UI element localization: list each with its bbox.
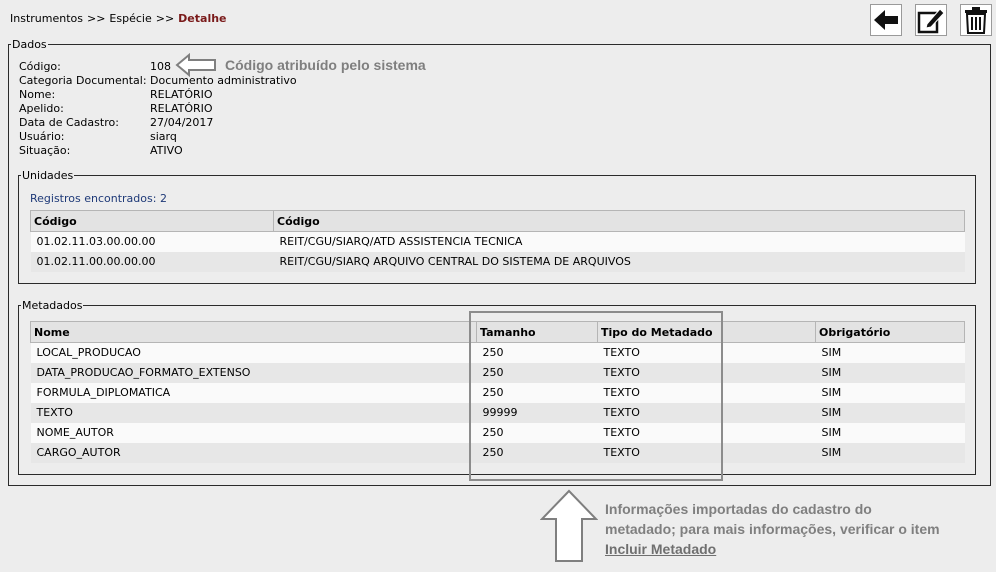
column-header[interactable]: Código — [31, 211, 274, 232]
table-cell: 250 — [477, 423, 598, 443]
info-label: Usuário: — [19, 130, 65, 143]
table-cell: CARGO_AUTOR — [31, 443, 477, 463]
table-cell: TEXTO — [598, 363, 816, 383]
column-header[interactable]: Nome — [31, 322, 477, 343]
back-button[interactable] — [870, 4, 902, 36]
column-header[interactable]: Tamanho — [477, 322, 598, 343]
table-cell: SIM — [816, 443, 965, 463]
table-row[interactable] — [31, 343, 965, 363]
table-row[interactable] — [31, 403, 965, 423]
info-value: Documento administrativo — [150, 74, 297, 87]
breadcrumb-separator: >> — [155, 12, 175, 25]
table-row[interactable] — [31, 383, 965, 403]
table-cell: SIM — [816, 363, 965, 383]
info-label: Data de Cadastro: — [19, 116, 119, 129]
table-cell: NOME_AUTOR — [31, 423, 477, 443]
info-row-situacao — [19, 144, 297, 158]
edit-icon — [917, 6, 945, 34]
info-row-nome — [19, 88, 297, 102]
table-cell: 99999 — [477, 403, 598, 423]
info-row-usuario — [19, 130, 297, 144]
unidades-table — [30, 210, 965, 272]
info-value: siarq — [150, 130, 177, 143]
dados-info — [19, 60, 297, 158]
table-header-row — [31, 322, 965, 343]
metadata-annotation — [605, 499, 945, 559]
trash-icon — [964, 6, 988, 34]
table-cell: REIT/CGU/SIARQ/ATD ASSISTENCIA TECNICA — [274, 232, 965, 252]
column-header[interactable]: Código — [274, 211, 965, 232]
table-cell: REIT/CGU/SIARQ ARQUIVO CENTRAL DO SISTEMA DE ARQUIVOS — [274, 252, 965, 272]
table-row[interactable] — [31, 423, 965, 443]
table-cell: 01.02.11.03.00.00.00 — [31, 232, 274, 252]
breadcrumb — [10, 12, 227, 25]
info-row-apelido — [19, 102, 297, 116]
info-label: Categoria Documental: — [19, 74, 147, 87]
table-cell: LOCAL_PRODUCAO — [31, 343, 477, 363]
breadcrumb-separator: >> — [86, 12, 106, 25]
delete-button[interactable] — [960, 4, 992, 36]
column-header[interactable]: Obrigatório — [816, 322, 965, 343]
back-arrow-icon — [873, 9, 899, 31]
table-row[interactable] — [31, 252, 965, 272]
incluir-metadado-link[interactable]: Incluir Metadado — [605, 541, 717, 557]
records-count: Registros encontrados: 2 — [30, 192, 167, 205]
table-cell: SIM — [816, 343, 965, 363]
info-value: 108 — [150, 60, 171, 73]
table-row[interactable] — [31, 232, 965, 252]
metadata-annotation-text: Informações importadas do cadastro do metadado; para mais informações, verificar o item — [605, 501, 940, 537]
table-cell: 250 — [477, 363, 598, 383]
info-label: Situação: — [19, 144, 71, 157]
edit-button[interactable] — [915, 4, 947, 36]
info-label: Nome: — [19, 88, 56, 101]
table-cell: 250 — [477, 383, 598, 403]
table-cell: DATA_PRODUCAO_FORMATO_EXTENSO — [31, 363, 477, 383]
table-cell: TEXTO — [598, 423, 816, 443]
info-value: 27/04/2017 — [150, 116, 214, 129]
table-header-row — [31, 211, 965, 232]
info-value: RELATÓRIO — [150, 88, 213, 101]
table-cell: 01.02.11.00.00.00.00 — [31, 252, 274, 272]
metadados-legend: Metadados — [22, 299, 83, 312]
arrow-up-icon — [540, 489, 598, 563]
table-cell: SIM — [816, 403, 965, 423]
info-row-categoria — [19, 74, 297, 88]
table-cell: FORMULA_DIPLOMATICA — [31, 383, 477, 403]
arrow-left-icon — [175, 53, 217, 77]
info-label: Apelido: — [19, 102, 64, 115]
unidades-legend: Unidades — [22, 169, 74, 182]
table-cell: SIM — [816, 383, 965, 403]
table-row[interactable] — [31, 443, 965, 463]
table-cell: TEXTO — [598, 403, 816, 423]
table-cell: 250 — [477, 443, 598, 463]
table-cell: TEXTO — [598, 383, 816, 403]
table-cell: SIM — [816, 423, 965, 443]
info-row-data-cadastro — [19, 116, 297, 130]
metadados-table — [30, 321, 965, 463]
column-header[interactable]: Tipo do Metadado — [598, 322, 816, 343]
table-cell: 250 — [477, 343, 598, 363]
table-cell: TEXTO — [31, 403, 477, 423]
breadcrumb-especie[interactable]: Espécie — [109, 12, 152, 25]
table-cell: TEXTO — [598, 343, 816, 363]
breadcrumb-instrumentos[interactable]: Instrumentos — [10, 12, 83, 25]
toolbar — [870, 4, 992, 36]
info-value: RELATÓRIO — [150, 102, 213, 115]
info-label: Código: — [19, 60, 61, 73]
table-row[interactable] — [31, 363, 965, 383]
info-value: ATIVO — [150, 144, 183, 157]
table-cell: TEXTO — [598, 443, 816, 463]
dados-legend: Dados — [12, 38, 47, 51]
breadcrumb-current: Detalhe — [178, 12, 227, 25]
codigo-annotation: Código atribuído pelo sistema — [225, 57, 426, 73]
